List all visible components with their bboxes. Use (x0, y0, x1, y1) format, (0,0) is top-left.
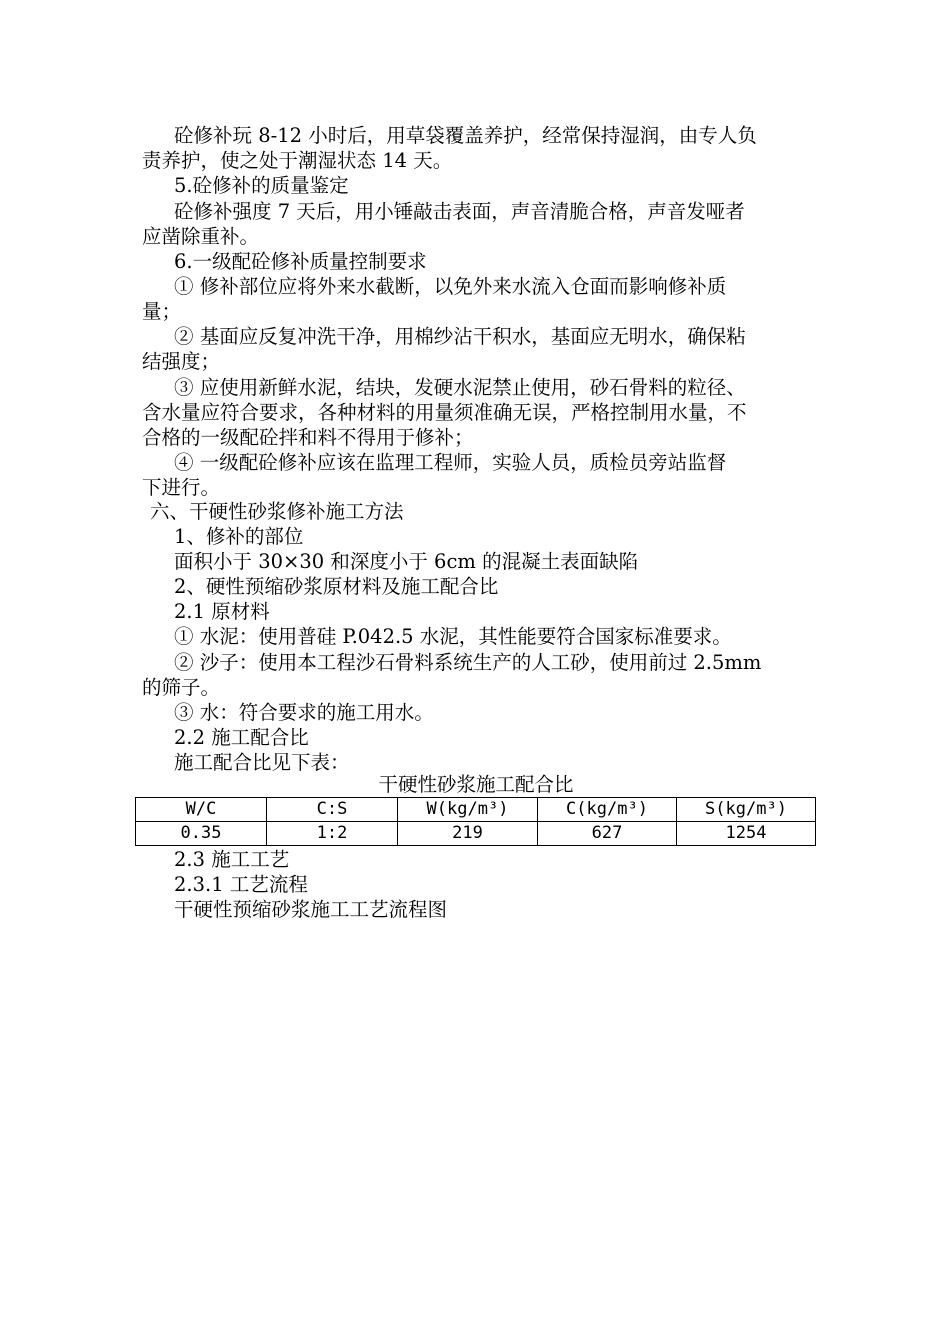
table-cell: 219 (398, 822, 538, 846)
subheading-materials-mix: 2、硬性预缩砂浆原材料及施工配合比 (174, 575, 499, 598)
heading-quality-control: 6.一级配砼修补质量控制要求 (174, 250, 427, 273)
table-header-cell: C(kg/m³) (538, 798, 677, 822)
process-flow-title: 干硬性预缩砂浆施工工艺流程图 (174, 898, 448, 921)
heading-quality-check: 5.砼修补的质量鉴定 (174, 174, 349, 197)
item-3-line1: ③ 应使用新鲜水泥，结块，发硬水泥禁止使用，砂石骨料的粒径、 (174, 376, 746, 399)
material-cement: ① 水泥：使用普硅 P.042.5 水泥，其性能要符合国家标准要求。 (174, 625, 732, 648)
paragraph-strength-line1: 砼修补强度 7 天后，用小锤敲击表面，声音清脆合格，声音发哑者 (174, 200, 745, 223)
table-cell: 1:2 (267, 822, 398, 846)
subheading-mix-ratio: 2.2 施工配合比 (174, 726, 309, 749)
subheading-raw-materials: 2.1 原材料 (174, 600, 270, 623)
item-1-line2: 量； (142, 300, 182, 323)
table-header-cell: W(kg/m³) (398, 798, 538, 822)
table-header-cell: S(kg/m³) (677, 798, 816, 822)
paragraph-curing-line2: 责养护，使之处于潮湿状态 14 天。 (142, 149, 453, 172)
material-sand-line1: ② 沙子：使用本工程沙石骨料系统生产的人工砂，使用前过 2.5mm (174, 651, 762, 674)
table-cell: 0.35 (136, 822, 267, 846)
paragraph-curing-line1: 砼修补玩 8-12 小时后，用草袋覆盖养护，经常保持湿润，由专人负 (174, 124, 757, 147)
table-caption: 干硬性砂浆施工配合比 (378, 773, 574, 796)
item-3-line3: 合格的一级配砼拌和料不得用于修补； (142, 426, 474, 449)
table-header-cell: W/C (136, 798, 267, 822)
mix-ratio-intro: 施工配合比见下表： (174, 751, 350, 774)
item-4-line2: 下进行。 (142, 476, 221, 499)
material-water: ③ 水：符合要求的施工用水。 (174, 701, 434, 724)
section-6-heading: 六、干硬性砂浆修补施工方法 (150, 500, 404, 523)
item-1-line1: ① 修补部位应将外来水截断，以免外来水流入仓面而影响修补质 (174, 275, 727, 298)
subheading-process-flow: 2.3.1 工艺流程 (174, 873, 308, 896)
item-3-line2: 含水量应符合要求，各种材料的用量须准确无误，严格控制用水量，不 (142, 401, 747, 424)
paragraph-strength-line2: 应凿除重补。 (142, 225, 260, 248)
item-4-line1: ④ 一级配砼修补应该在监理工程师，实验人员，质检员旁站监督 (174, 451, 727, 474)
item-2-line1: ② 基面应反复冲洗干净，用棉纱沾干积水，基面应无明水，确保粘 (174, 325, 746, 348)
subheading-repair-location: 1、修补的部位 (174, 525, 304, 548)
table-cell: 627 (538, 822, 677, 846)
material-sand-line2: 的筛子。 (142, 676, 221, 699)
table-header-cell: C:S (267, 798, 398, 822)
item-2-line2: 结强度； (142, 350, 221, 373)
table-header-row (136, 798, 816, 822)
mix-ratio-table (135, 797, 816, 846)
repair-location-text: 面积小于 30×30 和深度小于 6cm 的混凝土表面缺陷 (174, 550, 639, 573)
subheading-process: 2.3 施工工艺 (174, 848, 290, 871)
table-row (136, 822, 816, 846)
table-cell: 1254 (677, 822, 816, 846)
